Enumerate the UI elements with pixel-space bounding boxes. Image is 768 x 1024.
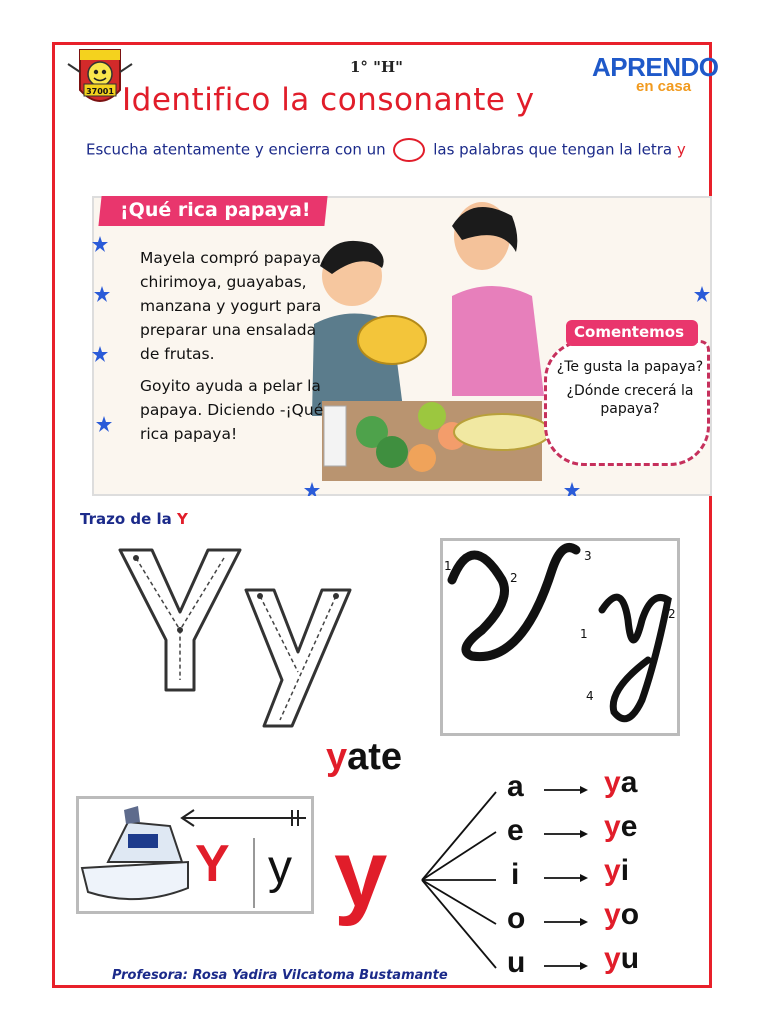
print-letter-tracing bbox=[112, 540, 362, 740]
cursive-letter-tracing bbox=[442, 540, 678, 734]
story-paragraph-1: Mayela compró papaya, chirimoya, guayabas, manzana y yogurt para preparar una ensalada de frutas. bbox=[140, 249, 326, 363]
instruction-letter: y bbox=[676, 140, 686, 159]
teacher-footer: Profesora: Rosa Yadira Vilcatoma Bustamante bbox=[112, 968, 448, 983]
story-paragraph-2: Goyito ayuda a pelar la papaya. Diciendo -¡Qué rica papaya! bbox=[140, 377, 324, 443]
center-consonant-y: y bbox=[334, 820, 388, 927]
stroke-number-2b: 2 bbox=[668, 607, 676, 621]
tracing-label-letter: Y bbox=[177, 510, 188, 528]
boat-card-lower-y: y bbox=[268, 841, 292, 894]
boat-card-upper-y: Y bbox=[195, 835, 230, 893]
stroke-number-4: 4 bbox=[586, 689, 594, 703]
instruction-text bbox=[86, 138, 706, 162]
vowel-i: i bbox=[511, 858, 520, 891]
word-yate bbox=[326, 736, 402, 779]
grade-label: 1° "H" bbox=[350, 58, 403, 76]
comment-question-1: ¿Te gusta la papaya? bbox=[556, 359, 704, 375]
brand-en-casa: en casa bbox=[636, 78, 692, 95]
vowel-o: o bbox=[507, 902, 526, 935]
instruction-part2: las palabras que tengan la letra bbox=[433, 140, 673, 159]
word-rest: ate bbox=[347, 736, 403, 778]
vowel-u: u bbox=[507, 946, 526, 979]
syllable-yi: yi bbox=[604, 854, 630, 887]
comment-question-2: ¿Dónde crecerá la papaya? bbox=[566, 383, 694, 417]
comment-tag-text: Comentemos bbox=[574, 323, 685, 341]
syllable-ye: ye bbox=[604, 810, 638, 843]
page-title: Identifico la consonante y bbox=[122, 82, 535, 118]
syllable-yu: yu bbox=[604, 942, 640, 975]
brand-aprendo: APRENDO bbox=[592, 52, 719, 82]
stroke-number-1: 1 bbox=[444, 559, 452, 573]
vowel-e: e bbox=[507, 814, 524, 847]
syllable-yo: yo bbox=[604, 898, 640, 931]
syllable-ya: ya bbox=[604, 766, 638, 799]
tracing-label-text: Trazo de la bbox=[80, 510, 172, 528]
instruction-part1: Escucha atentamente y encierra con un bbox=[86, 140, 386, 159]
circle-icon bbox=[393, 138, 425, 162]
word-first-letter: y bbox=[326, 736, 348, 778]
story-banner-text: ¡Qué rica papaya! bbox=[120, 199, 311, 221]
story-text bbox=[140, 246, 340, 446]
stroke-number-2: 2 bbox=[510, 571, 518, 585]
tracing-label bbox=[80, 510, 188, 528]
stroke-number-1b: 1 bbox=[580, 627, 588, 641]
comment-questions bbox=[556, 358, 704, 418]
stroke-number-3: 3 bbox=[584, 549, 592, 563]
vowel-a: a bbox=[507, 770, 524, 803]
badge-number: 37001 bbox=[86, 87, 114, 96]
